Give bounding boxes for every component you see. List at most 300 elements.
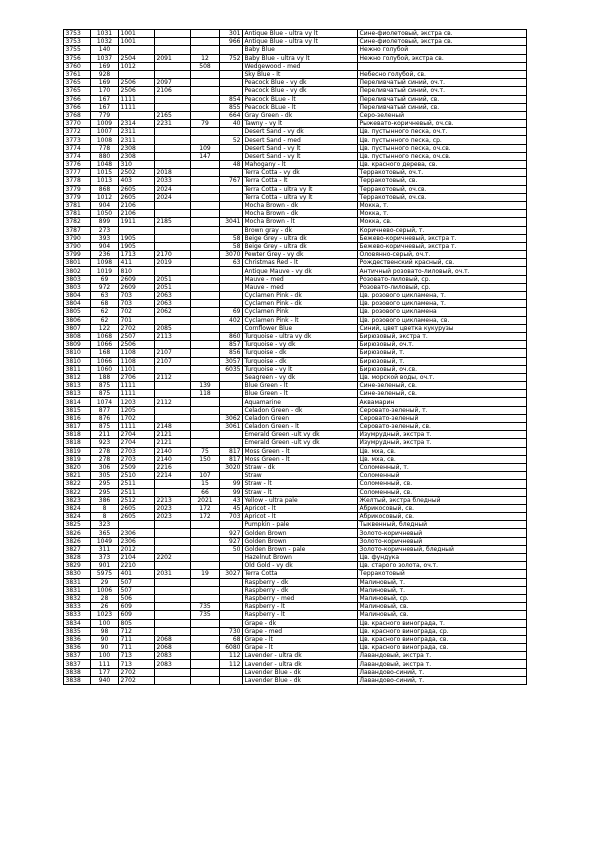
color-name-en-cell: Christmas Red - lt bbox=[243, 259, 358, 267]
other-code-2-cell bbox=[220, 521, 243, 529]
other-code-1-cell: 79 bbox=[191, 120, 220, 128]
color-name-en-cell: Golden Brown - pale bbox=[243, 545, 358, 553]
dmc-code-cell: 3770 bbox=[64, 120, 91, 128]
color-name-ru-cell: Терракотовый, оч.т. bbox=[358, 169, 527, 177]
color-name-en-cell: Old Gold - vy dk bbox=[243, 562, 358, 570]
color-name-en-cell: Blue Green - lt bbox=[243, 390, 358, 398]
other-code-1-cell bbox=[191, 201, 220, 209]
other-code-1-cell: 75 bbox=[191, 447, 220, 455]
color-name-en-cell: Seagreen - vy dk bbox=[243, 373, 358, 381]
table-row bbox=[64, 54, 527, 62]
color-name-ru-cell: Синий, цвет цветка кукурузы bbox=[358, 324, 527, 332]
anchor-code-cell: 295 bbox=[91, 488, 119, 496]
cxc-code-cell bbox=[155, 365, 191, 373]
color-name-en-cell: Grape - dk bbox=[243, 619, 358, 627]
dmc-code-cell: 3813 bbox=[64, 390, 91, 398]
other-code-2-cell: 48 bbox=[220, 161, 243, 169]
dmc-code-cell: 3766 bbox=[64, 103, 91, 111]
anchor-code-cell: 1006 bbox=[91, 586, 119, 594]
anchor-code-cell: 8 bbox=[91, 504, 119, 512]
other-code-1-cell bbox=[191, 251, 220, 259]
cxc-code-cell: 2216 bbox=[155, 463, 191, 471]
table-row bbox=[64, 201, 527, 209]
madeira-code-cell: 2702 bbox=[119, 676, 155, 684]
other-code-1-cell: 150 bbox=[191, 455, 220, 463]
color-name-ru-cell: Абрикосовый, св. bbox=[358, 504, 527, 512]
other-code-2-cell: 52 bbox=[220, 136, 243, 144]
color-name-ru-cell: Серо-зеленый bbox=[358, 111, 527, 119]
other-code-2-cell: 966 bbox=[220, 38, 243, 46]
dmc-code-cell: 3803 bbox=[64, 283, 91, 291]
anchor-code-cell: 90 bbox=[91, 635, 119, 643]
color-name-ru-cell: Сине-зеленый, св. bbox=[358, 382, 527, 390]
cxc-code-cell bbox=[155, 30, 191, 38]
color-name-ru-cell: Соломенный, св. bbox=[358, 480, 527, 488]
madeira-code-cell: 2510 bbox=[119, 472, 155, 480]
dmc-code-cell: 3804 bbox=[64, 300, 91, 308]
table-row bbox=[64, 46, 527, 54]
table-row bbox=[64, 38, 527, 46]
color-name-en-cell: Hazelnut Brown bbox=[243, 554, 358, 562]
color-name-en-cell: Pumpkin - pale bbox=[243, 521, 358, 529]
anchor-code-cell: 62 bbox=[91, 308, 119, 316]
color-name-en-cell: Straw bbox=[243, 472, 358, 480]
color-name-ru-cell: Цв. пустынного песка, оч.т. bbox=[358, 128, 527, 136]
color-name-en-cell: Celadon Green bbox=[243, 414, 358, 422]
color-name-en-cell: Antique Blue - ultra vy lt bbox=[243, 38, 358, 46]
dmc-code-cell: 3832 bbox=[64, 594, 91, 602]
madeira-code-cell: 2306 bbox=[119, 529, 155, 537]
madeira-code-cell: 1111 bbox=[119, 95, 155, 103]
table-row bbox=[64, 251, 527, 259]
anchor-code-cell: 169 bbox=[91, 62, 119, 70]
color-name-en-cell: Lavender - ultra dk bbox=[243, 660, 358, 668]
dmc-code-cell: 3809 bbox=[64, 341, 91, 349]
color-name-en-cell: Peacock Blue - vy dk bbox=[243, 79, 358, 87]
other-code-2-cell: 301 bbox=[220, 30, 243, 38]
cxc-code-cell: 2165 bbox=[155, 111, 191, 119]
madeira-code-cell: 713 bbox=[119, 652, 155, 660]
madeira-code-cell: 403 bbox=[119, 177, 155, 185]
cxc-code-cell: 2024 bbox=[155, 193, 191, 201]
color-name-ru-cell: Сине-зеленый, св. bbox=[358, 390, 527, 398]
anchor-code-cell: 904 bbox=[91, 242, 119, 250]
cxc-code-cell: 2023 bbox=[155, 513, 191, 521]
madeira-code-cell: 2706 bbox=[119, 373, 155, 381]
cxc-code-cell bbox=[155, 226, 191, 234]
other-code-1-cell bbox=[191, 431, 220, 439]
cxc-code-cell bbox=[155, 62, 191, 70]
other-code-2-cell bbox=[220, 382, 243, 390]
cxc-code-cell bbox=[155, 480, 191, 488]
color-name-en-cell: Cyclamen Pink - dk bbox=[243, 292, 358, 300]
color-name-en-cell: Straw - dk bbox=[243, 463, 358, 471]
madeira-code-cell: 702 bbox=[119, 308, 155, 316]
other-code-2-cell: 752 bbox=[220, 54, 243, 62]
color-name-ru-cell: Нежно голубой bbox=[358, 46, 527, 54]
cxc-code-cell bbox=[155, 676, 191, 684]
madeira-code-cell: 2703 bbox=[119, 447, 155, 455]
color-name-ru-cell: Оловянно-серый, оч.т. bbox=[358, 251, 527, 259]
anchor-code-cell: 1032 bbox=[91, 38, 119, 46]
other-code-2-cell: 45 bbox=[220, 504, 243, 512]
color-name-en-cell: Moss Green - lt bbox=[243, 455, 358, 463]
cxc-code-cell bbox=[155, 627, 191, 635]
table-row bbox=[64, 644, 527, 652]
other-code-2-cell bbox=[220, 226, 243, 234]
madeira-code-cell: 2507 bbox=[119, 332, 155, 340]
madeira-code-cell: 703 bbox=[119, 292, 155, 300]
other-code-1-cell bbox=[191, 234, 220, 242]
anchor-code-cell: 29 bbox=[91, 578, 119, 586]
anchor-code-cell: 875 bbox=[91, 390, 119, 398]
other-code-2-cell: 767 bbox=[220, 177, 243, 185]
color-name-en-cell: Turquoise - ultra vy dk bbox=[243, 332, 358, 340]
cxc-code-cell: 2097 bbox=[155, 79, 191, 87]
other-code-1-cell bbox=[191, 111, 220, 119]
other-code-1-cell bbox=[191, 668, 220, 676]
other-code-1-cell bbox=[191, 267, 220, 275]
other-code-2-cell bbox=[220, 46, 243, 54]
madeira-code-cell: 711 bbox=[119, 635, 155, 643]
dmc-code-cell: 3808 bbox=[64, 332, 91, 340]
other-code-1-cell bbox=[191, 218, 220, 226]
other-code-1-cell bbox=[191, 545, 220, 553]
table-row bbox=[64, 316, 527, 324]
cxc-code-cell: 2083 bbox=[155, 660, 191, 668]
table-row bbox=[64, 676, 527, 684]
madeira-code-cell: 609 bbox=[119, 611, 155, 619]
other-code-1-cell: 109 bbox=[191, 144, 220, 152]
color-name-ru-cell: Цв. морской воды, оч.т. bbox=[358, 373, 527, 381]
other-code-2-cell bbox=[220, 283, 243, 291]
color-name-ru-cell: Рождественский красный, св. bbox=[358, 259, 527, 267]
table-row bbox=[64, 660, 527, 668]
other-code-2-cell: 927 bbox=[220, 529, 243, 537]
madeira-code-cell: 2605 bbox=[119, 193, 155, 201]
other-code-2-cell bbox=[220, 267, 243, 275]
anchor-code-cell: 1019 bbox=[91, 267, 119, 275]
anchor-code-cell: 111 bbox=[91, 660, 119, 668]
dmc-code-cell: 3806 bbox=[64, 316, 91, 324]
dmc-code-cell: 3777 bbox=[64, 169, 91, 177]
madeira-code-cell: 2012 bbox=[119, 545, 155, 553]
dmc-code-cell: 3833 bbox=[64, 603, 91, 611]
dmc-code-cell: 3822 bbox=[64, 480, 91, 488]
color-name-ru-cell: Бирюзовый, экстра т. bbox=[358, 332, 527, 340]
other-code-2-cell: 854 bbox=[220, 95, 243, 103]
cxc-code-cell: 2062 bbox=[155, 308, 191, 316]
other-code-1-cell bbox=[191, 193, 220, 201]
color-name-en-cell: Raspberry - dk bbox=[243, 586, 358, 594]
color-name-en-cell: Antique Blue - ultra vy lt bbox=[243, 30, 358, 38]
anchor-code-cell: 90 bbox=[91, 644, 119, 652]
madeira-code-cell: 1108 bbox=[119, 357, 155, 365]
color-name-ru-cell: Цв. красного винограда, т. bbox=[358, 619, 527, 627]
color-name-en-cell: Straw - lt bbox=[243, 480, 358, 488]
anchor-code-cell: 168 bbox=[91, 349, 119, 357]
color-name-ru-cell: Небесно голубой, св. bbox=[358, 70, 527, 78]
color-name-ru-cell: Соломенный bbox=[358, 472, 527, 480]
anchor-code-cell: 875 bbox=[91, 423, 119, 431]
table-row bbox=[64, 406, 527, 414]
other-code-1-cell bbox=[191, 644, 220, 652]
color-name-en-cell: Pewter Grey - vy dk bbox=[243, 251, 358, 259]
other-code-2-cell bbox=[220, 152, 243, 160]
color-name-ru-cell: Розовато-лиловый, ср. bbox=[358, 283, 527, 291]
other-code-2-cell bbox=[220, 201, 243, 209]
cxc-code-cell bbox=[155, 46, 191, 54]
other-code-1-cell: 735 bbox=[191, 603, 220, 611]
madeira-code-cell: 2306 bbox=[119, 537, 155, 545]
anchor-code-cell: 323 bbox=[91, 521, 119, 529]
anchor-code-cell: 278 bbox=[91, 455, 119, 463]
other-code-1-cell bbox=[191, 554, 220, 562]
color-name-ru-cell: Рыжевато-коричневый, оч.св. bbox=[358, 120, 527, 128]
dmc-code-cell: 3790 bbox=[64, 234, 91, 242]
cxc-code-cell bbox=[155, 103, 191, 111]
color-name-ru-cell: Серовато-зеленый bbox=[358, 414, 527, 422]
color-name-ru-cell: Античный розовато-лиловый, оч.т. bbox=[358, 267, 527, 275]
table-row bbox=[64, 62, 527, 70]
madeira-code-cell: 2308 bbox=[119, 144, 155, 152]
dmc-code-cell: 3812 bbox=[64, 373, 91, 381]
anchor-code-cell: 100 bbox=[91, 619, 119, 627]
anchor-code-cell: 940 bbox=[91, 676, 119, 684]
other-code-2-cell: 69 bbox=[220, 308, 243, 316]
cxc-code-cell bbox=[155, 529, 191, 537]
cxc-code-cell: 2068 bbox=[155, 635, 191, 643]
other-code-1-cell: 107 bbox=[191, 472, 220, 480]
color-name-en-cell: Cyclamen Pink - lt bbox=[243, 316, 358, 324]
dmc-code-cell: 3833 bbox=[64, 611, 91, 619]
other-code-2-cell: 664 bbox=[220, 111, 243, 119]
anchor-code-cell: 928 bbox=[91, 70, 119, 78]
color-name-ru-cell: Лавандово-синий, т. bbox=[358, 676, 527, 684]
other-code-2-cell bbox=[220, 398, 243, 406]
color-name-ru-cell: Тыквенный, бледный bbox=[358, 521, 527, 529]
dmc-code-cell: 3782 bbox=[64, 218, 91, 226]
table-row bbox=[64, 210, 527, 218]
table-row bbox=[64, 529, 527, 537]
table-row bbox=[64, 308, 527, 316]
cxc-code-cell: 2107 bbox=[155, 349, 191, 357]
color-name-en-cell: Celadon Green - lt bbox=[243, 423, 358, 431]
other-code-1-cell bbox=[191, 521, 220, 529]
other-code-1-cell bbox=[191, 365, 220, 373]
dmc-code-cell: 3753 bbox=[64, 38, 91, 46]
color-name-en-cell: Aquamarine bbox=[243, 398, 358, 406]
madeira-code-cell: 2311 bbox=[119, 128, 155, 136]
madeira-code-cell: 2703 bbox=[119, 455, 155, 463]
table-row bbox=[64, 70, 527, 78]
cxc-code-cell: 2140 bbox=[155, 455, 191, 463]
dmc-code-cell: 3824 bbox=[64, 504, 91, 512]
table-row bbox=[64, 144, 527, 152]
color-name-en-cell: Lavender - ultra dk bbox=[243, 652, 358, 660]
cxc-code-cell: 2023 bbox=[155, 504, 191, 512]
madeira-code-cell: 2308 bbox=[119, 152, 155, 160]
madeira-code-cell: 2506 bbox=[119, 79, 155, 87]
color-name-en-cell: Yellow - ultra pale bbox=[243, 496, 358, 504]
madeira-code-cell: 1713 bbox=[119, 251, 155, 259]
other-code-1-cell bbox=[191, 30, 220, 38]
dmc-code-cell: 3804 bbox=[64, 292, 91, 300]
other-code-1-cell: 147 bbox=[191, 152, 220, 160]
cxc-code-cell bbox=[155, 152, 191, 160]
madeira-code-cell: 2504 bbox=[119, 54, 155, 62]
color-name-en-cell: Baby Blue bbox=[243, 46, 358, 54]
other-code-1-cell bbox=[191, 275, 220, 283]
color-name-ru-cell: Малиновый, св. bbox=[358, 603, 527, 611]
other-code-1-cell bbox=[191, 332, 220, 340]
color-name-ru-cell: Бирюзовый, оч.т. bbox=[358, 341, 527, 349]
madeira-code-cell: 609 bbox=[119, 603, 155, 611]
madeira-code-cell: 1702 bbox=[119, 414, 155, 422]
table-row bbox=[64, 586, 527, 594]
dmc-code-cell: 3814 bbox=[64, 398, 91, 406]
other-code-2-cell: 860 bbox=[220, 332, 243, 340]
color-name-ru-cell: Желтый, экстра бледный bbox=[358, 496, 527, 504]
dmc-code-cell: 3821 bbox=[64, 472, 91, 480]
cxc-code-cell: 2112 bbox=[155, 398, 191, 406]
other-code-1-cell bbox=[191, 324, 220, 332]
color-name-ru-cell: Соломенный, т. bbox=[358, 463, 527, 471]
other-code-2-cell bbox=[220, 275, 243, 283]
anchor-code-cell: 1068 bbox=[91, 332, 119, 340]
dmc-code-cell: 3813 bbox=[64, 382, 91, 390]
other-code-2-cell bbox=[220, 431, 243, 439]
other-code-2-cell: 402 bbox=[220, 316, 243, 324]
dmc-code-cell: 3799 bbox=[64, 251, 91, 259]
anchor-code-cell: 306 bbox=[91, 463, 119, 471]
other-code-2-cell: 857 bbox=[220, 341, 243, 349]
color-name-en-cell: Turquoise - dk bbox=[243, 357, 358, 365]
other-code-2-cell bbox=[220, 128, 243, 136]
other-code-2-cell bbox=[220, 586, 243, 594]
dmc-code-cell: 3817 bbox=[64, 423, 91, 431]
dmc-code-cell: 3768 bbox=[64, 111, 91, 119]
anchor-code-cell: 1008 bbox=[91, 136, 119, 144]
other-code-1-cell: 172 bbox=[191, 513, 220, 521]
other-code-2-cell: 99 bbox=[220, 480, 243, 488]
color-name-en-cell: Desert Sand - vy lt bbox=[243, 152, 358, 160]
color-name-ru-cell: Сине-фиолетовый, экстра св. bbox=[358, 38, 527, 46]
madeira-code-cell: 2106 bbox=[119, 210, 155, 218]
color-name-en-cell: Desert Sand - vy lt bbox=[243, 144, 358, 152]
other-code-1-cell bbox=[191, 226, 220, 234]
table-row bbox=[64, 87, 527, 95]
color-name-en-cell: Beige Grey - ultra dk bbox=[243, 242, 358, 250]
anchor-code-cell: 1048 bbox=[91, 161, 119, 169]
madeira-code-cell: 1108 bbox=[119, 349, 155, 357]
other-code-2-cell bbox=[220, 70, 243, 78]
madeira-code-cell: 711 bbox=[119, 644, 155, 652]
other-code-1-cell bbox=[191, 357, 220, 365]
anchor-code-cell: 5975 bbox=[91, 570, 119, 578]
color-name-ru-cell: Бирюзовый, оч.св. bbox=[358, 365, 527, 373]
color-name-ru-cell: Абрикосовый, св. bbox=[358, 513, 527, 521]
cxc-code-cell bbox=[155, 234, 191, 242]
table-row bbox=[64, 619, 527, 627]
madeira-code-cell: 805 bbox=[119, 619, 155, 627]
other-code-1-cell bbox=[191, 676, 220, 684]
color-name-en-cell: Mahogany - lt bbox=[243, 161, 358, 169]
other-code-2-cell bbox=[220, 611, 243, 619]
other-code-1-cell bbox=[191, 210, 220, 218]
color-name-en-cell: Lavender Blue - dk bbox=[243, 676, 358, 684]
dmc-code-cell: 3765 bbox=[64, 79, 91, 87]
table-row bbox=[64, 283, 527, 291]
cxc-code-cell bbox=[155, 619, 191, 627]
madeira-code-cell: 2704 bbox=[119, 431, 155, 439]
anchor-code-cell: 1037 bbox=[91, 54, 119, 62]
anchor-code-cell: 177 bbox=[91, 668, 119, 676]
table-row bbox=[64, 455, 527, 463]
anchor-code-cell: 28 bbox=[91, 594, 119, 602]
color-name-ru-cell: Цв. красного винограда, ср. bbox=[358, 627, 527, 635]
color-name-en-cell: Mocha Brown - lt bbox=[243, 218, 358, 226]
madeira-code-cell: 506 bbox=[119, 594, 155, 602]
cxc-code-cell bbox=[155, 267, 191, 275]
color-name-ru-cell: Малиновый, ср. bbox=[358, 594, 527, 602]
other-code-1-cell bbox=[191, 627, 220, 635]
table-row bbox=[64, 292, 527, 300]
color-name-ru-cell: Цв. розового цикламена, св. bbox=[358, 316, 527, 324]
madeira-code-cell: 411 bbox=[119, 259, 155, 267]
table-row bbox=[64, 169, 527, 177]
madeira-code-cell: 1101 bbox=[119, 365, 155, 373]
color-name-en-cell: Terra Cotta - lt bbox=[243, 177, 358, 185]
anchor-code-cell: 1023 bbox=[91, 611, 119, 619]
cxc-code-cell bbox=[155, 95, 191, 103]
table-row bbox=[64, 668, 527, 676]
anchor-code-cell: 69 bbox=[91, 275, 119, 283]
anchor-code-cell: 393 bbox=[91, 234, 119, 242]
other-code-1-cell bbox=[191, 46, 220, 54]
other-code-2-cell: 58 bbox=[220, 234, 243, 242]
other-code-2-cell bbox=[220, 210, 243, 218]
color-name-ru-cell: Переливчатый синий, оч.т. bbox=[358, 79, 527, 87]
table-row bbox=[64, 578, 527, 586]
table-row bbox=[64, 545, 527, 553]
table-row bbox=[64, 562, 527, 570]
table-row bbox=[64, 414, 527, 422]
anchor-code-cell: 211 bbox=[91, 431, 119, 439]
anchor-code-cell: 8 bbox=[91, 513, 119, 521]
other-code-1-cell bbox=[191, 283, 220, 291]
cxc-code-cell bbox=[155, 594, 191, 602]
dmc-code-cell: 3824 bbox=[64, 513, 91, 521]
madeira-code-cell: 2702 bbox=[119, 668, 155, 676]
dmc-code-cell: 3753 bbox=[64, 30, 91, 38]
anchor-code-cell: 62 bbox=[91, 316, 119, 324]
color-name-ru-cell: Терракотовый, оч.св. bbox=[358, 193, 527, 201]
table-row bbox=[64, 513, 527, 521]
color-name-en-cell: Apricot - lt bbox=[243, 504, 358, 512]
madeira-code-cell: 1911 bbox=[119, 218, 155, 226]
table-row bbox=[64, 30, 527, 38]
dmc-code-cell: 3830 bbox=[64, 570, 91, 578]
madeira-code-cell: 2502 bbox=[119, 169, 155, 177]
color-name-ru-cell: Цв. мха, св. bbox=[358, 455, 527, 463]
dmc-code-cell: 3805 bbox=[64, 308, 91, 316]
color-name-en-cell: Brown gray - dk bbox=[243, 226, 358, 234]
madeira-code-cell: 703 bbox=[119, 300, 155, 308]
cxc-code-cell: 2068 bbox=[155, 644, 191, 652]
dmc-code-cell: 3810 bbox=[64, 349, 91, 357]
anchor-code-cell: 100 bbox=[91, 652, 119, 660]
